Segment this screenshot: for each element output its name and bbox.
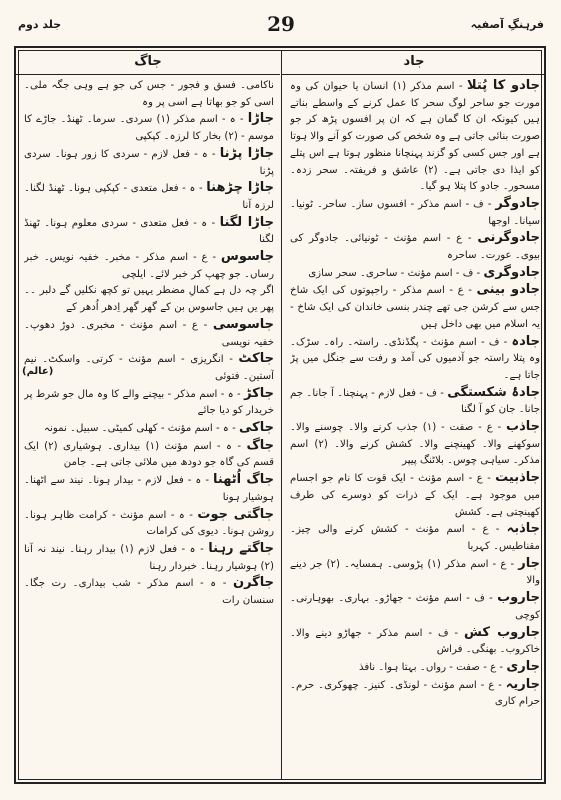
dictionary-entry	[24, 541, 274, 575]
dictionary-entry	[290, 470, 540, 521]
entry-headword: جاذبہ	[506, 521, 540, 537]
left-column-heading: جاگ	[16, 48, 280, 75]
side-note: (عالم)	[22, 366, 54, 377]
entry-headword: جادوگر	[495, 195, 540, 211]
dictionary-entry	[24, 575, 274, 609]
entry-headword: جاڑا لگنا	[219, 214, 274, 230]
entry-headword: جار	[518, 555, 540, 571]
entry-definition: - ع - اسم مؤنث - ٹونیائی۔ جادوگر کی بیوی۔ عورت۔ ساحرہ	[290, 233, 540, 262]
dictionary-entry	[290, 196, 540, 230]
entry-headword: جادوگری	[483, 264, 540, 280]
entry-definition: - ہ - فعل متعدی - سردی معلوم ہونا۔ ٹھنڈ لگنا	[24, 217, 274, 246]
dictionary-page	[14, 8, 548, 788]
entry-headword: جاڑا پڑنا	[219, 145, 274, 161]
dictionary-entry	[290, 334, 540, 385]
entry-definition: - ع - صفت - (۱) جذب کرنے والا۔ چوسنے والا۔ سوکھنے والا۔ کھینچنے والا۔ کشش کرنے والا۔ (۲) اسم مذکر۔ سیاہی چوس۔ بلاٹنگ پیپر	[290, 422, 540, 467]
dictionary-entry	[290, 385, 540, 419]
dictionary-entry	[24, 351, 274, 385]
entry-definition: - ع - اسم مؤنث - ایک قوت کا نام جو اجسام میں موجود ہے۔ ایک کے ذرات کو دوسرے کی طرف کھینچتی ہے۔ کشش	[290, 473, 540, 518]
entry-definition: - ع - اسم مذکر - مخبر۔ خفیہ نویس۔ خبر رساں۔ جو چھپ کر خبر لائے۔ ایلچی	[24, 252, 274, 280]
dictionary-entry	[290, 625, 540, 659]
entry-definition: - انگریزی - اسم مؤنث - کرتی۔ واسکٹ۔ نیم آستین۔ فتوئی	[24, 354, 274, 382]
dictionary-entry	[290, 590, 540, 624]
dictionary-entry	[24, 507, 274, 541]
entry-definition: - ہ - اسم مؤنث - کھلی کمیٹی۔ سبیل۔ نمونہ	[44, 423, 240, 435]
dictionary-entry	[24, 78, 274, 111]
entry-headword: جادہ	[511, 333, 540, 349]
entry-headword: جاذب	[506, 419, 540, 435]
entry-definition: - ع - اسم مؤنث - مخبری۔ دوڑ دھوپ۔ خفیہ نویسی	[24, 319, 274, 348]
entry-definition: - ہ - اسم مذکر - شب بیداری۔ رت جگا۔ سنسان رات	[24, 578, 274, 607]
dictionary-entry	[290, 282, 540, 333]
dictionary-entry	[24, 317, 274, 351]
dictionary-entry	[24, 249, 274, 283]
page-number: 29	[267, 12, 295, 36]
entry-definition: ناکامی۔ فسق و فجور - جس کی جو ہے وہی جگہ ملی۔ اسی کو جو بھاتا ہے اسی پر وہ	[24, 80, 274, 108]
dictionary-entry	[24, 283, 274, 316]
content-frame	[14, 46, 546, 784]
entry-definition: - ف - اسم مؤنث - ساحری۔ سحر سازی	[308, 267, 484, 279]
entry-definition: - اسم مذکر (۱) انسان یا حیوان کی وہ مورت جو ساحر لوگ سحر کا عمل کرنے کے واسطے بناتے ہیں کیونکہ ان کا گمان ہے کہ ان پر افسوں پڑھ کر جو صورت بنائی جاتی ہے وہ شخص کی صورت کو آنے والا ہوتا ہے اور جس کسی کو گزند پہنچانا منظور ہوتا ہے اس پتلے کو ایذا دی جاتی ہے۔ (۲) عاشق و فریفتہ۔ سحر زدہ۔ مسحور۔ جادو کا پتلا ہو گیا۔	[290, 81, 540, 193]
entry-definition: - ہ - فعل متعدی - کپکپی ہونا۔ ٹھنڈ لگنا۔ لرزہ آنا	[24, 183, 274, 211]
dictionary-entry	[290, 419, 540, 470]
entry-definition: - ہ - اسم مؤنث - کرامت ظاہر ہونا۔ روشن ہونا۔ دیوی کی کرامات	[24, 509, 274, 538]
entry-definition: - ہ - اسم مؤنث (۱) بیداری۔ ہوشیاری (۲) ایک قسم کی گاہ جو دودھ میں ملائی جاتی ہے۔ جامن	[24, 440, 274, 469]
entry-headword: جادوگرنی	[477, 230, 540, 246]
entry-definition: - ع - صفت - رواں۔ بہتا ہوا۔ نافذ	[358, 661, 507, 673]
dictionary-entry	[24, 386, 274, 420]
dictionary-entry	[290, 677, 540, 711]
entry-definition: - ہ - فعل لازم (۱) بیدار رہنا۔ نیند نہ آنا (۲) ہوشیار رہنا۔ خبردار رہنا	[24, 543, 274, 572]
entry-definition: - ع - اسم مؤنث - کشش کرنے والی چیز۔ مقناطیس۔ کہربا	[290, 524, 540, 552]
dictionary-entry	[24, 420, 274, 438]
entry-headword: جادو بینی	[476, 282, 540, 298]
dictionary-entry	[24, 472, 274, 506]
entry-headword: جاکٹ	[238, 351, 274, 367]
entry-headword: جاگتے رہنا	[208, 540, 274, 556]
entry-definition: - ہ - فعل لازم - سردی کا زور ہونا۔ سردی پڑنا	[24, 148, 274, 177]
entry-headword: جاروب کش	[464, 624, 540, 640]
right-column	[290, 78, 540, 776]
book-title: فرہنگِ آصفیہ	[470, 18, 544, 31]
entry-headword: جاڑا چڑھنا	[206, 180, 274, 196]
entry-definition: - ف - اسم مذکر - افسوں ساز۔ ساحر۔ ٹونیا۔ سیانا۔ اوجھا	[290, 198, 540, 227]
entry-headword: جاگتی جوت	[197, 506, 274, 522]
dictionary-entry	[24, 180, 274, 214]
entry-headword: جاسوسی	[212, 316, 274, 332]
column-divider	[281, 50, 282, 780]
entry-definition: - ہ - اسم مذکر (۱) سردی۔ سرما۔ ٹھنڈ۔ جاڑے کا موسم - (۲) بخار کا لرزہ۔ کپکپی	[24, 114, 274, 143]
entry-headword: جاذبیت	[495, 470, 540, 486]
dictionary-entry	[290, 265, 540, 283]
entry-headword: جاڑا	[247, 111, 274, 127]
dictionary-entry	[290, 556, 540, 590]
entry-definition: - ف - فعل لازم - پہنچنا۔ آ جانا۔ جم جانا۔ جان کو آ لگنا	[290, 387, 540, 416]
dictionary-entry	[24, 215, 274, 249]
entry-headword: جاگ اُٹھنا	[213, 472, 274, 488]
page-header	[14, 12, 548, 40]
entry-headword: جاریہ	[505, 676, 540, 692]
dictionary-entry	[290, 78, 540, 196]
left-column	[24, 78, 274, 776]
entry-definition: - ع - اسم مذکر - راجپوتوں کی ایک شاخ جس سے کرشن جی تھے چندر بنسی خاندان کی ایک شاخ - یہ اسلام میں بھی داخل ہیں	[290, 285, 540, 330]
entry-definition: - ہ - اسم مذکر - بیچنے والے کا وہ مال جو شرط پر خریدار کو دیا جائے	[24, 388, 274, 417]
volume-label: جلد دوم	[18, 18, 62, 31]
entry-headword: جاکڑ	[244, 385, 274, 401]
entry-headword: جادو کا پُتلا	[467, 78, 540, 93]
entry-headword: جاروب	[497, 590, 540, 606]
dictionary-entry	[24, 146, 274, 180]
entry-definition: - ف - اسم مذکر - جھاڑو دینے والا۔ خاکروب۔ بھنگی۔ فراش	[290, 627, 540, 656]
entry-headword: جادۂ شکستگی	[447, 384, 540, 400]
dictionary-entry	[290, 521, 540, 555]
entry-headword: جاکی	[239, 420, 274, 436]
entry-headword: جاگ	[246, 437, 274, 453]
entry-headword: جاسوس	[220, 249, 274, 265]
entry-definition: - ہ - فعل لازم - بیدار ہونا۔ نیند سے اٹھنا۔ ہوشیار ہونا	[24, 475, 274, 503]
dictionary-entry	[24, 438, 274, 472]
entry-definition: - ع - اسم مؤنث - لونڈی۔ کنیز۔ چھوکری۔ حرم۔ حرام کاری	[290, 679, 540, 708]
dictionary-entry	[290, 659, 540, 677]
dictionary-entry	[24, 111, 274, 145]
entry-definition: اگر چہ دل ہے کمالِ مضطر یہیں تو کچھ نکلیں گے دلبر ۔۔ پھر یں ہیں جاسوس بن کے گھر گھر اِدھر اُدھر کے	[24, 285, 274, 314]
entry-definition: - ع - اسم مذکر (۱) پڑوسی۔ ہمسایہ۔ (۲) جر دینے والا	[290, 558, 540, 587]
entry-definition: - ف - اسم مؤنث - پگڈنڈی۔ راستہ۔ راہ۔ سڑک۔ وہ پتلا راستہ جو آدمیوں کی آمد و رفت سے جنگل میں پڑ جاتا ہے۔	[290, 336, 540, 381]
dictionary-entry	[290, 230, 540, 264]
entry-headword: جاگرن	[233, 575, 274, 591]
entry-definition: - ف - اسم مؤنث - جھاڑو۔ بہاری۔ بھوہارنی۔ کوچی	[290, 593, 540, 621]
right-column-heading: جاد	[282, 48, 546, 75]
entry-headword: جاری	[506, 658, 540, 674]
